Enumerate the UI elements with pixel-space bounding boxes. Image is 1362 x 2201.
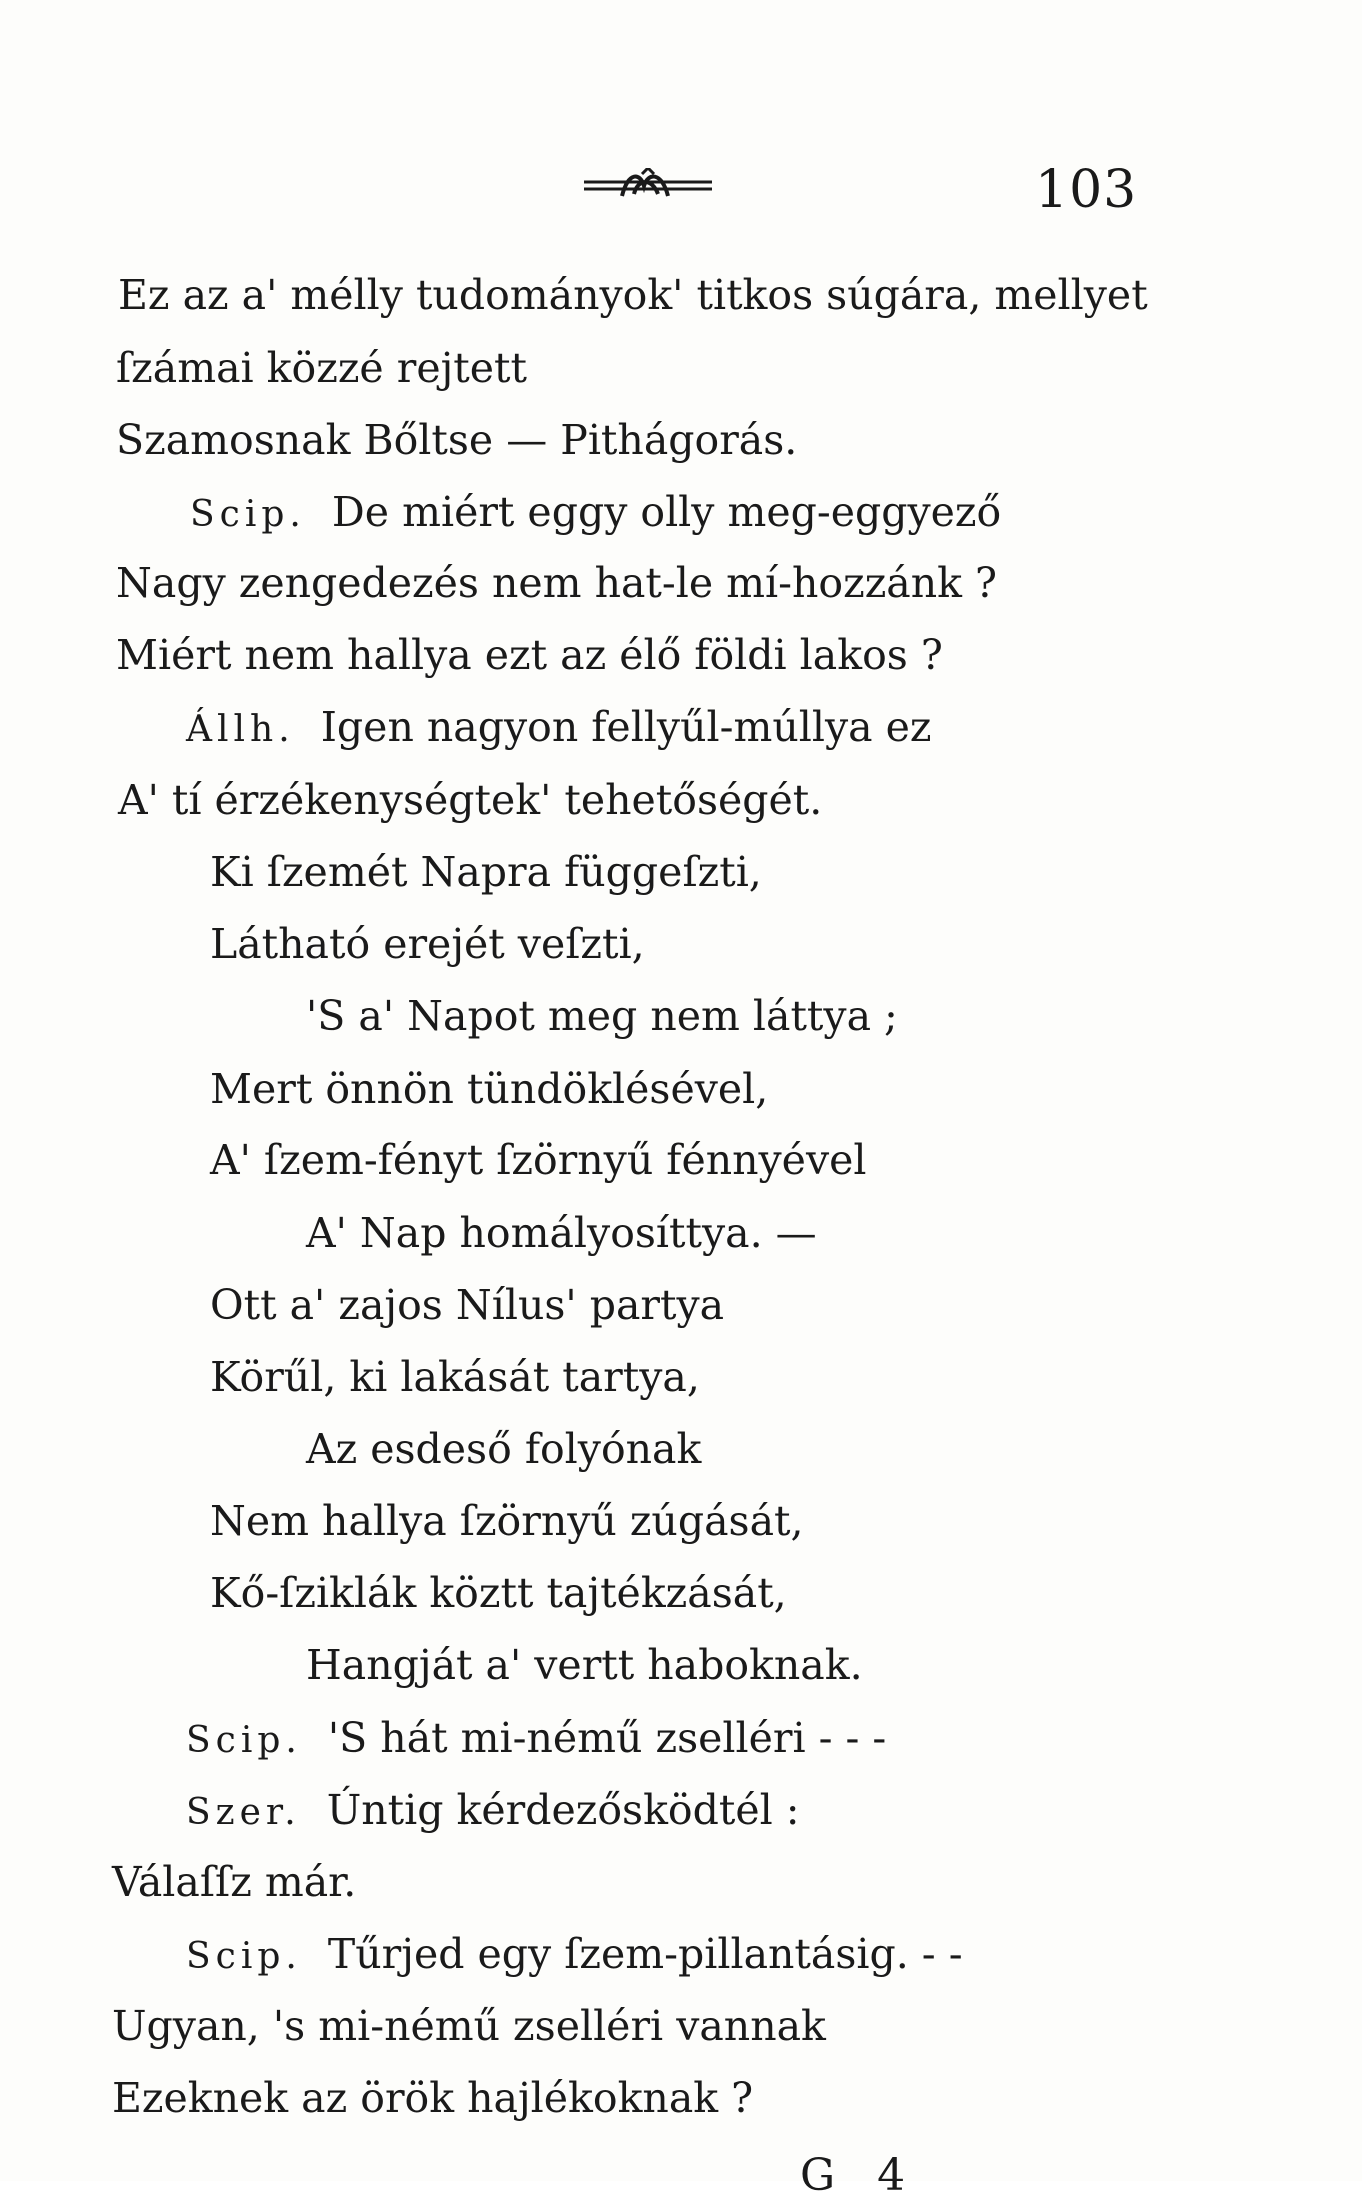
- dialogue-line: Scip. Tűrjed egy ſzem-pillantásig. - -: [186, 1930, 963, 1978]
- text-line: Ugyan, 's mi-némű zselléri vannak: [112, 2002, 826, 2050]
- verse-line: 'S a' Napot meg nem láttya ;: [306, 992, 898, 1040]
- verse-line: Nem hallya ſzörnyű zúgását,: [210, 1497, 804, 1545]
- verse-line: Kő-ſziklák köztt tajtékzását,: [210, 1569, 787, 1617]
- text-line: Miért nem hallya ezt az élő földi lakos ?: [116, 631, 943, 679]
- speaker-label: Scip.: [190, 494, 306, 535]
- speaker-label: Állh.: [186, 709, 295, 750]
- dialogue-line: Scip. De miért eggy olly meg-eggyező: [190, 488, 1002, 536]
- speaker-label: Scip.: [186, 1936, 302, 1977]
- verse-line: Látható erejét veſzti,: [210, 920, 645, 968]
- verse-line: Hangját a' vertt haboknak.: [306, 1641, 863, 1689]
- page-number: 103: [1035, 160, 1138, 220]
- text-line: A' tí érzékenységtek' tehetőségét.: [118, 776, 823, 824]
- verse-line: A' ſzem-fényt ſzörnyű fénnyével: [210, 1136, 867, 1184]
- text-line: Válaſſz már.: [112, 1858, 357, 1906]
- verse-line: Az esdeső folyónak: [306, 1425, 702, 1473]
- speaker-label: Szer.: [186, 1792, 301, 1833]
- verse-line: Ott a' zajos Nílus' partya: [210, 1281, 725, 1329]
- verse-line: Körűl, ki lakását tartya,: [210, 1353, 700, 1401]
- speaker-label: Scip.: [186, 1720, 302, 1761]
- text-line: Ezeknek az örök hajlékoknak ?: [112, 2074, 754, 2122]
- verse-line: Ki ſzemét Napra függeſzti,: [210, 848, 762, 896]
- text-line: ſzámai közzé rejtett: [116, 344, 527, 392]
- dialogue-line: Állh. Igen nagyon fellyűl-múllya ez: [186, 703, 932, 751]
- catchword: G 4: [800, 2150, 920, 2201]
- dialogue-line: Scip. 'S hát mi-némű zselléri - - -: [186, 1714, 887, 1762]
- ornament-icon: [582, 168, 714, 202]
- text-line: Nagy zengedezés nem hat-le mí-hozzánk ?: [116, 559, 997, 607]
- text-line: Ez az a' mélly tudományok' titkos súgára, mellyet: [118, 271, 1148, 319]
- verse-line: A' Nap homályosíttya. —: [306, 1209, 817, 1257]
- text-line: Szamosnak Bőltse — Pithágorás.: [116, 416, 798, 464]
- verse-line: Mert önnön tündöklésével,: [210, 1065, 769, 1113]
- dialogue-line: Szer. Úntig kérdezősködtél :: [186, 1786, 800, 1834]
